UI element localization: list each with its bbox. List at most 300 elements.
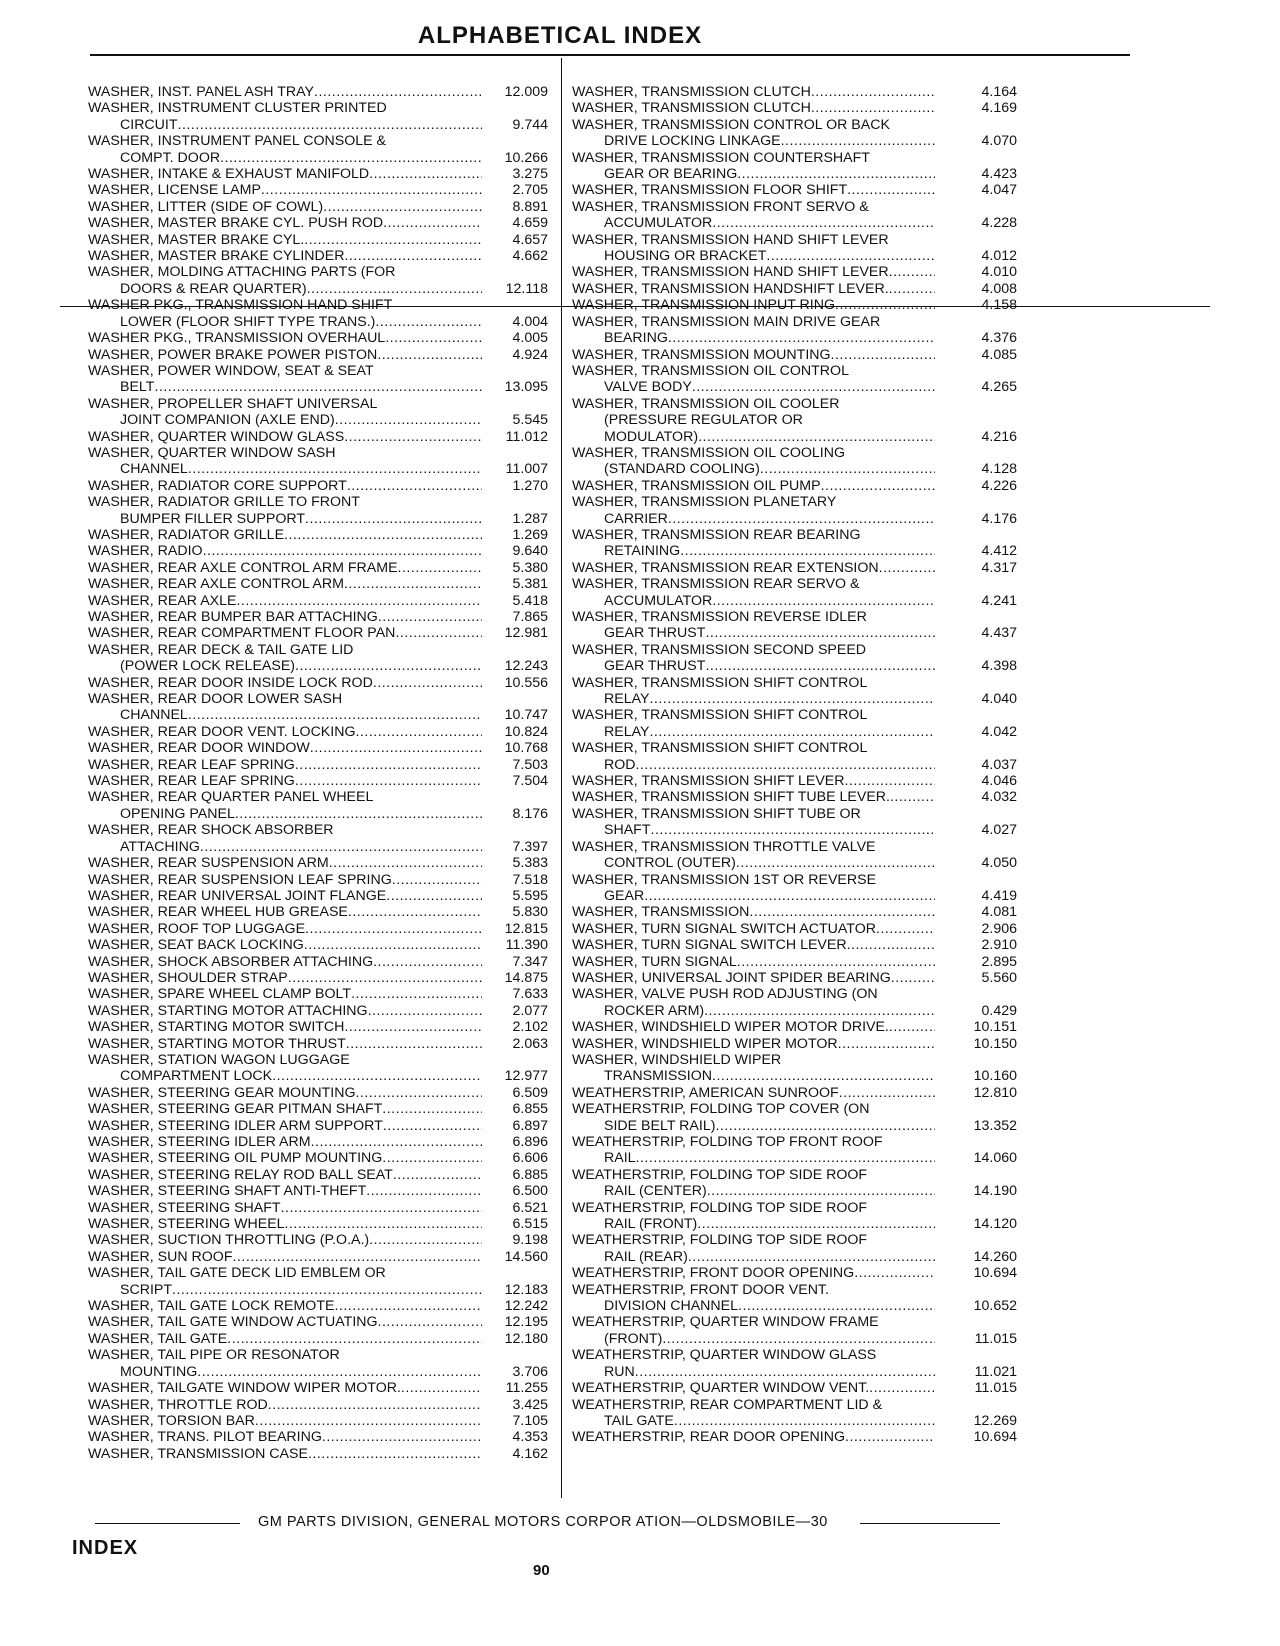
entry-page-ref: 4.005 xyxy=(512,330,548,347)
index-entry xyxy=(88,133,548,166)
entry-text: WASHER, TAIL GATE LOCK REMOTE xyxy=(88,1298,335,1315)
dot-leader xyxy=(821,478,935,494)
entry-text: CHANNEL xyxy=(120,707,188,724)
dot-leader xyxy=(382,1150,482,1166)
entry-text: WASHER, LITTER (SIDE OF COWL) xyxy=(88,198,324,215)
index-entry xyxy=(88,1429,548,1445)
dot-leader xyxy=(738,1298,935,1314)
entry-text: RAIL (CENTER) xyxy=(604,1183,707,1200)
dot-leader xyxy=(811,100,935,116)
entry-text: LOWER (FLOOR SHIFT TYPE TRANS.) xyxy=(120,313,376,330)
entry-text: WEATHERSTRIP, QUARTER WINDOW VENT. xyxy=(572,1380,870,1397)
entry-page-ref: 2.077 xyxy=(512,1002,548,1019)
entry-page-ref: 4.657 xyxy=(512,231,548,248)
dot-leader xyxy=(383,215,482,231)
entry-page-ref: 6.500 xyxy=(512,1183,548,1200)
entry-text: WEATHERSTRIP, FOLDING TOP SIDE ROOF xyxy=(572,1232,868,1249)
dot-leader xyxy=(680,543,935,559)
entry-text: WASHER, TRANSMISSION HANDSHIFT LEVER. xyxy=(572,280,889,297)
entry-page-ref: 7.397 xyxy=(512,838,548,855)
index-entry xyxy=(572,954,1017,970)
entry-text: WASHER, REAR AXLE CONTROL ARM FRAME xyxy=(88,559,398,576)
entry-text: WASHER, REAR DOOR VENT. LOCKING xyxy=(88,723,356,740)
entry-text: WASHER, INSTRUMENT CLUSTER PRINTED xyxy=(88,100,387,117)
entry-text: WASHER, TRANSMISSION 1ST OR REVERSE xyxy=(572,871,877,888)
index-entry xyxy=(88,199,548,215)
entry-text: WASHER, TAIL GATE DECK LID EMBLEM OR xyxy=(88,1265,386,1282)
entry-text: DRIVE LOCKING LINKAGE xyxy=(604,133,781,150)
index-entry xyxy=(88,1052,548,1085)
dot-leader xyxy=(876,921,935,937)
index-entry xyxy=(572,232,1017,265)
entry-page-ref: 12.183 xyxy=(504,1281,548,1298)
entry-text: SIDE BELT RAIL) xyxy=(604,1117,716,1134)
index-entry xyxy=(88,494,548,527)
index-entry xyxy=(572,1314,1017,1347)
entry-page-ref: 8.176 xyxy=(512,805,548,822)
index-entry xyxy=(572,84,1017,100)
index-entry xyxy=(88,1003,548,1019)
entry-text: OPENING PANEL xyxy=(120,805,235,822)
index-entry xyxy=(88,1085,548,1101)
entry-text: WASHER, REAR DECK & TAIL GATE LID xyxy=(88,641,354,658)
entry-text: WASHER, PROPELLER SHAFT UNIVERSAL xyxy=(88,395,378,412)
entry-text: WASHER, TRANSMISSION SHIFT TUBE OR xyxy=(572,805,861,822)
entry-text: DIVISION CHANNEL xyxy=(604,1298,739,1315)
entry-page-ref: 2.705 xyxy=(512,182,548,199)
index-entry xyxy=(88,182,548,198)
entry-text: RAIL (REAR) xyxy=(604,1248,688,1265)
entry-text: WASHER, STEERING RELAY ROD BALL SEAT xyxy=(88,1166,393,1183)
dot-leader xyxy=(305,511,482,527)
entry-page-ref: 5.560 xyxy=(981,969,1017,986)
entry-text: WASHER, WINDSHIELD WIPER xyxy=(572,1051,782,1068)
entry-page-ref: 10.824 xyxy=(504,723,548,740)
entry-text: GEAR xyxy=(604,887,645,904)
index-entry xyxy=(572,839,1017,872)
index-entry xyxy=(88,872,548,888)
entry-text: WASHER, TRANSMISSION HAND SHIFT LEVER xyxy=(572,264,889,281)
entry-text: WASHER, TRANSMISSION CASE xyxy=(88,1445,308,1462)
entry-page-ref: 10.150 xyxy=(973,1035,1017,1052)
index-entry xyxy=(572,576,1017,609)
dot-leader xyxy=(649,691,935,707)
entry-page-ref: 2.910 xyxy=(981,937,1017,954)
entry-page-ref: 4.353 xyxy=(512,1429,548,1446)
index-entry xyxy=(572,1200,1017,1233)
dot-leader xyxy=(272,1068,482,1084)
dot-leader xyxy=(351,986,482,1002)
entry-text: WASHER, MASTER BRAKE CYL. xyxy=(88,231,305,248)
entry-page-ref: 4.176 xyxy=(981,510,1017,527)
entry-page-ref: 4.662 xyxy=(512,248,548,265)
entry-page-ref: 12.810 xyxy=(973,1084,1017,1101)
entry-text: WASHER, TRANSMISSION CONTROL OR BACK xyxy=(572,116,890,133)
entry-text: WASHER, TRANSMISSION SHIFT CONTROL xyxy=(572,674,868,691)
dot-leader xyxy=(847,937,935,953)
entry-text: WASHER PKG., TRANSMISSION OVERHAUL xyxy=(88,330,386,347)
index-entry xyxy=(88,100,548,133)
entry-text: WEATHERSTRIP, REAR DOOR OPENING xyxy=(572,1429,846,1446)
index-entry xyxy=(88,1331,548,1347)
entry-page-ref: 5.830 xyxy=(512,904,548,921)
entry-page-ref: 4.004 xyxy=(512,313,548,330)
entry-text: WASHER, RADIATOR GRILLE TO FRONT xyxy=(88,494,360,511)
dot-leader xyxy=(261,182,482,198)
index-entry xyxy=(572,872,1017,905)
dot-leader xyxy=(386,888,482,904)
index-entry xyxy=(572,1167,1017,1200)
dot-leader xyxy=(335,412,482,428)
entry-page-ref: 14.190 xyxy=(973,1183,1017,1200)
dot-leader xyxy=(310,740,482,756)
index-entry xyxy=(88,215,548,231)
dot-leader xyxy=(307,281,482,297)
dot-leader xyxy=(847,182,935,198)
dot-leader xyxy=(398,560,482,576)
index-entry xyxy=(88,396,548,429)
index-entry xyxy=(88,904,548,920)
entry-page-ref: 4.169 xyxy=(981,100,1017,117)
entry-text: WASHER, THROTTLE ROD xyxy=(88,1396,268,1413)
index-entry xyxy=(88,888,548,904)
entry-text: WASHER, TRANSMISSION MOUNTING xyxy=(572,346,831,363)
footer-rule-right xyxy=(860,1523,1000,1524)
entry-text: WASHER, TAILGATE WINDOW WIPER MOTOR. xyxy=(88,1380,401,1397)
entry-text: WASHER, REAR COMPARTMENT FLOOR PAN xyxy=(88,625,396,642)
dot-leader xyxy=(373,954,482,970)
index-entry xyxy=(572,1429,1017,1445)
index-entry xyxy=(88,642,548,675)
entry-text: WEATHERSTRIP, AMERICAN SUNROOF xyxy=(572,1084,839,1101)
dot-leader xyxy=(304,232,482,248)
index-entry xyxy=(88,1446,548,1462)
entry-text: WASHER, REAR DOOR WINDOW xyxy=(88,740,310,757)
entry-page-ref: 11.012 xyxy=(505,428,548,445)
entry-page-ref: 2.906 xyxy=(981,920,1017,937)
entry-text: WASHER, REAR SUSPENSION ARM xyxy=(88,855,329,872)
index-entry xyxy=(88,1397,548,1413)
entry-page-ref: 5.595 xyxy=(512,887,548,904)
entry-page-ref: 10.160 xyxy=(973,1068,1017,1085)
dot-leader xyxy=(200,839,482,855)
dot-leader xyxy=(393,1167,482,1183)
dot-leader xyxy=(839,1085,935,1101)
dot-leader xyxy=(304,937,482,953)
index-entry xyxy=(572,150,1017,183)
index-entry xyxy=(572,396,1017,445)
entry-text: WASHER, STARTING MOTOR SWITCH xyxy=(88,1019,345,1036)
entry-text: MOUNTING xyxy=(120,1363,198,1380)
dot-leader xyxy=(644,888,935,904)
index-entry xyxy=(88,1183,548,1199)
entry-page-ref: 3.706 xyxy=(512,1363,548,1380)
entry-text: WASHER, REAR DOOR LOWER SASH xyxy=(88,691,343,708)
dot-leader xyxy=(368,1003,482,1019)
entry-page-ref: 4.164 xyxy=(981,84,1017,100)
index-entry xyxy=(88,970,548,986)
entry-text: COMPARTMENT LOCK xyxy=(120,1068,273,1085)
entry-page-ref: 13.095 xyxy=(504,379,548,396)
dot-leader xyxy=(383,1118,482,1134)
dot-leader xyxy=(704,1003,935,1019)
index-entry xyxy=(88,1150,548,1166)
entry-text: WASHER, TRANSMISSION INPUT RING xyxy=(572,297,836,314)
dot-leader xyxy=(311,1134,482,1150)
entry-text: ROCKER ARM) xyxy=(604,1002,705,1019)
entry-page-ref: 12.009 xyxy=(504,84,548,100)
entry-text: SCRIPT xyxy=(120,1281,173,1298)
dot-leader xyxy=(344,248,482,264)
entry-page-ref: 4.032 xyxy=(981,789,1017,806)
index-entry xyxy=(88,1413,548,1429)
entry-page-ref: 10.747 xyxy=(504,707,548,724)
entry-page-ref: 6.606 xyxy=(512,1150,548,1167)
index-entry xyxy=(88,986,548,1002)
index-entry xyxy=(88,347,548,363)
entry-page-ref: 7.347 xyxy=(512,953,548,970)
dot-leader xyxy=(760,461,935,477)
entry-text: WASHER, TRANSMISSION MAIN DRIVE GEAR xyxy=(572,313,881,330)
index-entry xyxy=(88,1314,548,1330)
index-entry xyxy=(572,199,1017,232)
entry-text: WASHER, STEERING SHAFT ANTI-THEFT xyxy=(88,1183,367,1200)
index-entry xyxy=(88,330,548,346)
entry-text: WASHER, TRANSMISSION REAR BEARING xyxy=(572,526,861,543)
entry-text: WASHER, REAR LEAF SPRING xyxy=(88,756,295,773)
entry-text: WASHER, TRANSMISSION OIL CONTROL xyxy=(572,362,849,379)
index-entry xyxy=(572,1101,1017,1134)
entry-page-ref: 4.081 xyxy=(981,904,1017,921)
entry-text: WASHER, RADIO xyxy=(88,543,203,560)
entry-page-ref: 4.376 xyxy=(981,330,1017,347)
dot-leader xyxy=(295,658,482,674)
entry-text: WASHER, TRANSMISSION HAND SHIFT LEVER xyxy=(572,231,889,248)
entry-page-ref: 10.694 xyxy=(973,1265,1017,1282)
entry-text: DOORS & REAR QUARTER) xyxy=(120,280,307,297)
index-entry xyxy=(88,166,548,182)
page-number: 90 xyxy=(533,1562,550,1579)
dot-leader xyxy=(697,1216,935,1232)
entry-page-ref: 13.352 xyxy=(973,1117,1017,1134)
entry-page-ref: 11.015 xyxy=(974,1380,1017,1397)
index-entry xyxy=(572,182,1017,198)
entry-text: WASHER, TAIL GATE xyxy=(88,1330,228,1347)
entry-page-ref: 11.390 xyxy=(505,937,548,954)
index-entry xyxy=(572,281,1017,297)
entry-text: RELAY xyxy=(604,691,650,708)
entry-text: WASHER, TRANSMISSION FLOOR SHIFT xyxy=(572,182,848,199)
page-title: ALPHABETICAL INDEX xyxy=(417,22,703,49)
entry-page-ref: 4.037 xyxy=(981,756,1017,773)
entry-text: WASHER, REAR SUSPENSION LEAF SPRING xyxy=(88,871,392,888)
index-entry xyxy=(88,1298,548,1314)
entry-text: (FRONT) xyxy=(604,1330,663,1347)
entry-page-ref: 4.437 xyxy=(981,625,1017,642)
dot-leader xyxy=(845,1429,935,1445)
entry-page-ref: 14.120 xyxy=(973,1216,1017,1233)
index-entry xyxy=(572,986,1017,1019)
entry-page-ref: 12.815 xyxy=(504,920,548,937)
entry-page-ref: 11.021 xyxy=(974,1363,1017,1380)
entry-page-ref: 6.897 xyxy=(512,1117,548,1134)
entry-text: (PRESSURE REGULATOR OR xyxy=(604,412,803,429)
index-entry xyxy=(88,921,548,937)
entry-page-ref: 11.007 xyxy=(505,461,548,478)
entry-page-ref: 4.216 xyxy=(981,428,1017,445)
dot-leader xyxy=(891,970,935,986)
dot-leader xyxy=(811,84,935,100)
dot-leader xyxy=(712,1068,935,1084)
index-entry xyxy=(572,445,1017,478)
index-entry xyxy=(88,675,548,691)
dot-leader xyxy=(737,954,935,970)
entry-page-ref: 2.895 xyxy=(981,953,1017,970)
dot-leader xyxy=(781,133,935,149)
header-rule xyxy=(90,54,1130,56)
entry-page-ref: 10.151 xyxy=(973,1019,1017,1036)
index-entry xyxy=(572,527,1017,560)
dot-leader xyxy=(766,248,935,264)
entry-page-ref: 7.504 xyxy=(512,773,548,790)
index-entry xyxy=(88,937,548,953)
entry-page-ref: 12.243 xyxy=(504,658,548,675)
entry-page-ref: 1.269 xyxy=(512,526,548,543)
dot-leader xyxy=(347,478,482,494)
entry-page-ref: 14.260 xyxy=(973,1248,1017,1265)
dot-leader xyxy=(674,1413,935,1429)
index-entry xyxy=(572,1282,1017,1315)
entry-text: WASHER, TRANSMISSION THROTTLE VALVE xyxy=(572,838,876,855)
dot-leader xyxy=(749,904,935,920)
entry-page-ref: 5.380 xyxy=(512,559,548,576)
entry-text: ROD xyxy=(604,756,636,773)
entry-text: WASHER, TRANSMISSION COUNTERSHAFT xyxy=(572,149,870,166)
entry-page-ref: 4.423 xyxy=(981,166,1017,183)
dot-leader xyxy=(373,675,482,691)
entry-text: ACCUMULATOR xyxy=(604,592,713,609)
entry-text: JOINT COMPANION (AXLE END) xyxy=(120,412,335,429)
index-entry xyxy=(572,1134,1017,1167)
entry-page-ref: 3.275 xyxy=(512,166,548,183)
entry-page-ref: 6.855 xyxy=(512,1101,548,1118)
dot-leader xyxy=(322,1429,482,1445)
index-entry xyxy=(88,1200,548,1216)
entry-text: WASHER, STEERING IDLER ARM SUPPORT xyxy=(88,1117,383,1134)
entry-page-ref: 4.008 xyxy=(981,280,1017,297)
entry-page-ref: 11.015 xyxy=(974,1330,1017,1347)
entry-page-ref: 6.896 xyxy=(512,1134,548,1150)
entry-page-ref: 10.694 xyxy=(973,1429,1017,1446)
index-entry xyxy=(572,675,1017,708)
entry-text: WASHER, SHOULDER STRAP xyxy=(88,969,288,986)
dot-leader xyxy=(236,593,482,609)
entry-text: WASHER, MOLDING ATTACHING PARTS (FOR xyxy=(88,264,396,281)
dot-leader xyxy=(369,166,482,182)
dot-leader xyxy=(348,904,482,920)
entry-text: (STANDARD COOLING) xyxy=(604,461,760,478)
dot-leader xyxy=(178,117,482,133)
dot-leader xyxy=(692,379,935,395)
entry-page-ref: 5.545 xyxy=(512,412,548,429)
index-column-left xyxy=(88,84,548,1462)
dot-leader xyxy=(227,1331,482,1347)
entry-text: BELT xyxy=(120,379,155,396)
entry-text: WASHER, STARTING MOTOR THRUST xyxy=(88,1035,346,1052)
entry-text: WASHER, REAR WHEEL HUB GREASE xyxy=(88,904,348,921)
entry-text: ACCUMULATOR xyxy=(604,215,713,232)
index-entry xyxy=(88,527,548,543)
entry-page-ref: 4.226 xyxy=(981,477,1017,494)
entry-page-ref: 7.105 xyxy=(512,1412,548,1429)
entry-page-ref: 12.977 xyxy=(504,1068,548,1085)
dot-leader xyxy=(203,543,482,559)
dot-leader xyxy=(355,1085,482,1101)
index-entry xyxy=(572,921,1017,937)
entry-text: CONTROL (OUTER) xyxy=(604,855,736,872)
index-entry xyxy=(572,297,1017,313)
entry-text: WASHER, POWER WINDOW, SEAT & SEAT xyxy=(88,362,374,379)
index-entry xyxy=(88,1216,548,1232)
dot-leader xyxy=(334,1298,482,1314)
entry-text: WASHER, LICENSE LAMP xyxy=(88,182,261,199)
entry-text: WASHER, STEERING IDLER ARM xyxy=(88,1134,311,1150)
entry-text: WASHER, TAIL GATE WINDOW ACTUATING xyxy=(88,1314,378,1331)
entry-text: RELAY xyxy=(604,723,650,740)
dot-leader xyxy=(344,576,482,592)
entry-text: WASHER, TRANSMISSION SHIFT LEVER xyxy=(572,773,845,790)
entry-text: WASHER, STEERING SHAFT xyxy=(88,1199,281,1216)
entry-page-ref: 10.556 xyxy=(504,674,548,691)
entry-page-ref: 6.509 xyxy=(512,1084,548,1101)
dot-leader xyxy=(197,1364,482,1380)
entry-text: WASHER, TRANSMISSION SHIFT CONTROL xyxy=(572,707,868,724)
index-entry xyxy=(88,1380,548,1396)
entry-page-ref: 4.046 xyxy=(981,773,1017,790)
entry-page-ref: 6.885 xyxy=(512,1166,548,1183)
entry-page-ref: 7.518 xyxy=(512,871,548,888)
entry-page-ref: 5.381 xyxy=(512,576,548,593)
entry-page-ref: 10.768 xyxy=(504,740,548,757)
dot-leader xyxy=(172,1282,482,1298)
entry-text: WASHER, TAIL PIPE OR RESONATOR xyxy=(88,1347,340,1364)
dot-leader xyxy=(668,511,935,527)
dot-leader xyxy=(378,1314,482,1330)
entry-text: WASHER, TRANSMISSION CLUTCH xyxy=(572,100,811,117)
dot-leader xyxy=(889,1019,935,1035)
entry-text: WASHER, REAR AXLE CONTROL ARM xyxy=(88,576,344,593)
dot-leader xyxy=(188,707,482,723)
entry-page-ref: 9.198 xyxy=(512,1232,548,1249)
entry-page-ref: 4.027 xyxy=(981,822,1017,839)
column-divider xyxy=(561,58,562,1498)
index-entry xyxy=(572,347,1017,363)
index-entry xyxy=(572,1380,1017,1396)
index-entry xyxy=(88,822,548,855)
entry-page-ref: 4.128 xyxy=(981,461,1017,478)
index-entry xyxy=(572,904,1017,920)
dot-leader xyxy=(385,330,482,346)
dot-leader xyxy=(869,1380,935,1396)
dot-leader xyxy=(662,1331,935,1347)
entry-page-ref: 4.070 xyxy=(981,133,1017,150)
index-entry xyxy=(572,560,1017,576)
dot-leader xyxy=(688,1249,935,1265)
dot-leader xyxy=(323,199,482,215)
dot-leader xyxy=(401,1380,482,1396)
entry-text: WASHER, SHOCK ABSORBER ATTACHING xyxy=(88,953,374,970)
entry-text: WASHER PKG., TRANSMISSION HAND SHIFT xyxy=(88,297,393,314)
